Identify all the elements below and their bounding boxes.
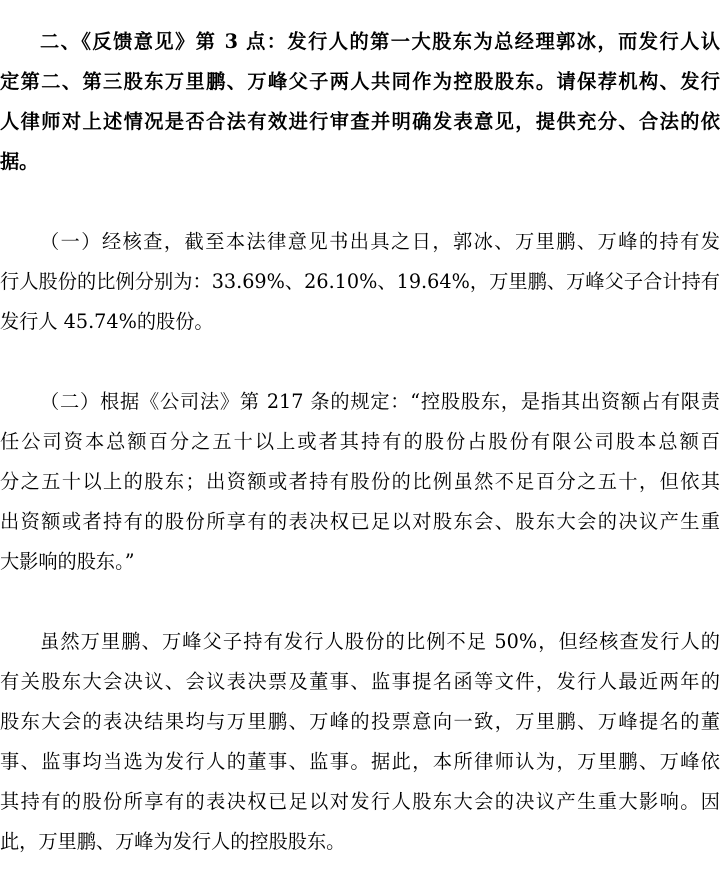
text-line: 定第二、第三股东万里鹏、万峰父子两人共同作为控股股东。请保荐机构、发行 (0, 70, 720, 93)
text-line: 此，万里鹏、万峰为发行人的控股股东。 (0, 830, 346, 853)
text-line: 二、《反馈意见》第 3 点：发行人的第一大股东为总经理郭冰，而发行人认 (40, 30, 720, 53)
text-line: 分之五十以上的股东；出资额或者持有股份的比例虽然不足百分之五十，但依其 (0, 470, 720, 493)
text-line: 行人股份的比例分别为：33.69%、26.10%、19.64%，万里鹏、万峰父子合计持有 (0, 270, 720, 293)
text-line: 出资额或者持有的股份所享有的表决权已足以对股东会、股东大会的决议产生重 (0, 510, 720, 533)
paragraph-item-one (0, 222, 720, 342)
text-line: 有关股东大会决议、会议表决票及董事、监事提名函等文件，发行人最近两年的 (0, 670, 720, 693)
text-line: 据。 (0, 150, 39, 173)
text-line: （一）经核查，截至本法律意见书出具之日，郭冰、万里鹏、万峰的持有发 (40, 230, 720, 253)
text-line: 发行人 45.74%的股份。 (0, 310, 214, 333)
text-line: 其持有的股份所享有的表决权已足以对发行人股东大会的决议产生重大影响。因 (0, 790, 720, 813)
text-line: （二）根据《公司法》第 217 条的规定：“控股股东，是指其出资额占有限责 (40, 390, 720, 413)
paragraph-conclusion (0, 622, 720, 862)
text-line: 任公司资本总额百分之五十以上或者其持有的股份占股份有限公司股本总额百 (0, 430, 720, 453)
paragraph-item-two (0, 382, 720, 582)
text-line: 人律师对上述情况是否合法有效进行审查并明确发表意见，提供充分、合法的依 (0, 110, 720, 133)
paragraph-question (0, 22, 720, 182)
text-line: 虽然万里鹏、万峰父子持有发行人股份的比例不足 50%，但经核查发行人的 (40, 630, 720, 653)
text-line: 事、监事均当选为发行人的董事、监事。据此，本所律师认为，万里鹏、万峰依 (0, 750, 720, 773)
text-line: 大影响的股东。” (0, 550, 135, 573)
text-line: 股东大会的表决结果均与万里鹏、万峰的投票意向一致，万里鹏、万峰提名的董 (0, 710, 720, 733)
